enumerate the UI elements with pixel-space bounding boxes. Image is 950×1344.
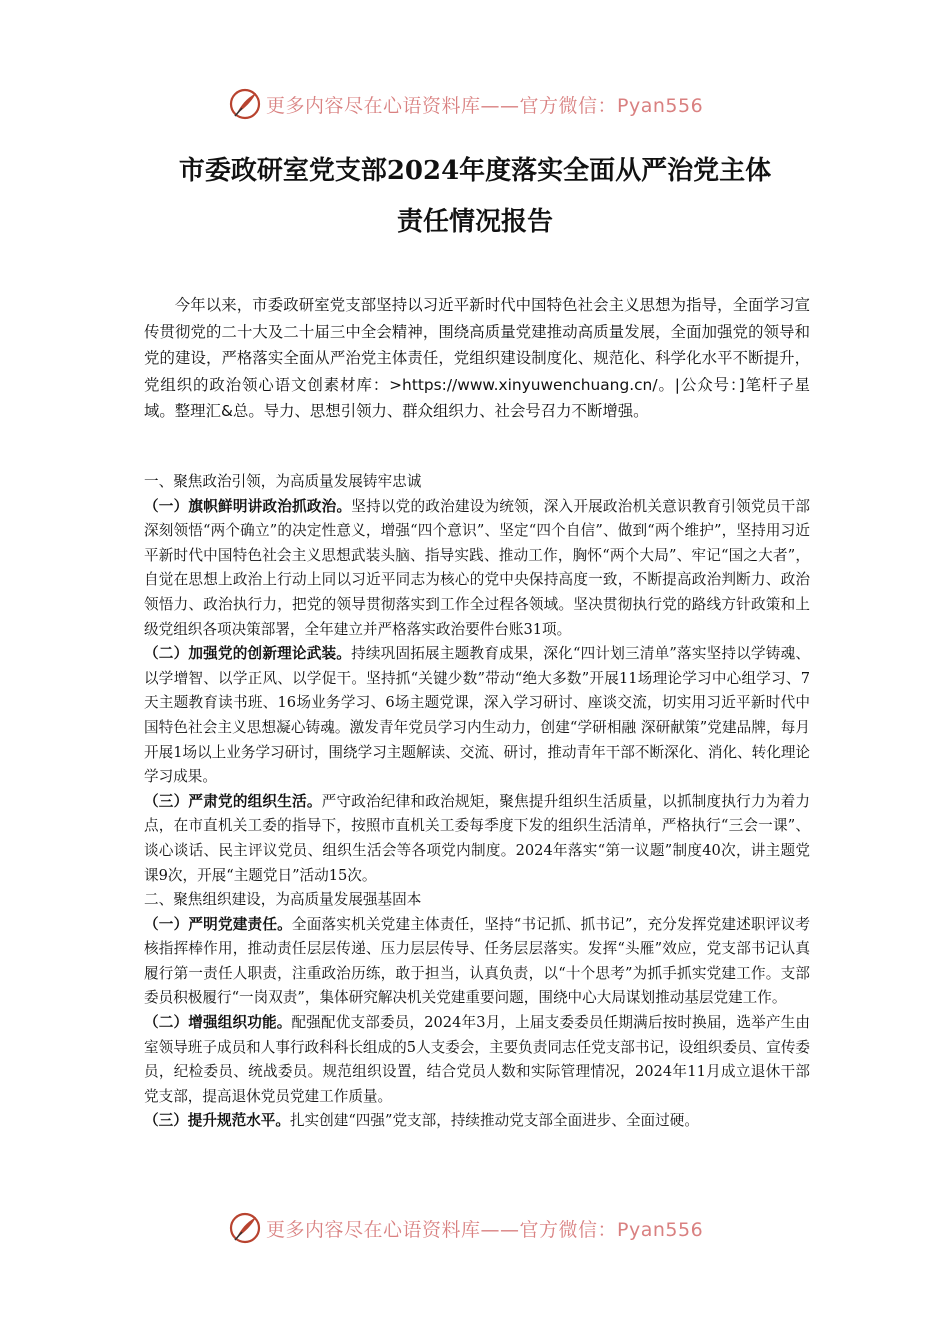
paragraph-text: 坚持以党的政治建设为统领，深入开展政治机关意识教育引领党员干部深刻领悟“两个确立”的决定性意义，增强“四个意识”、坚定“四个自信”、做到“两个维护”，坚持用习近平新时代中国特色社会主义思想武装头脑、指导实践、推动工作，胸怀“两个大局”、牢记“国之大者”，自觉在思想上政治上行动上同以习近平同志为核心的党中央保持高度一致，不断提高政治判断力、政治领悟力、政治执行力，把党的领导贯彻落实到工作全过程各领域。坚决贯彻执行党的路线方针政策和上级党组织各项决策部署，全年建立并严格落实政治要件台账31项。 — [144, 497, 810, 638]
paragraph-lead: （二）加强党的创新理论武装。 — [144, 645, 352, 663]
banner-text: 更多内容尽在心语资料库——官方微信：Pyan556 — [266, 1218, 704, 1241]
paragraph-text: 全面落实机关党建主体责任，坚持“书记抓、抓书记”，充分发挥党建述职评议考核指挥棒作用，推动责任层层传递、压力层层传导、任务层层落实。发挥“头雁”效应，党支部书记认真履行第一责任人职责，注重政治历练，敢于担当，认真负责，以“十个思考”为抓手抓实党建工作。支部委员积极履行“一岗双责”，集体研究解决机关党建重要问题，围绕中心大局谋划推动基层党建工作。 — [144, 915, 810, 1007]
paragraph-2-3 — [144, 1109, 810, 1134]
paragraph-2-1 — [144, 913, 810, 1011]
paragraph-text: 配强配优支部委员，2024年3月，上届支委委员任期满后按时换届，选举产生由室领导班子成员和人事行政科科长组成的5人支委会，主要负责同志任党支部书记，设组织委员、宣传委员，纪检委员、统战委员。规范组织设置，结合党员人数和实际管理情况，2024年11月成立退休干部党支部，提高退休党员党建工作质量。 — [144, 1014, 811, 1105]
header-banner — [228, 84, 748, 124]
banner-text: 更多内容尽在心语资料库——官方微信：Pyan556 — [266, 94, 704, 117]
paragraph-text: 严守政治纪律和政治规矩，聚焦提升组织生活质量，以抓制度执行力为着力点，在市直机关工委的指导下，按照市直机关工委每季度下发的组织生活清单，严格执行“三会一课”、谈心谈话、民主评议党员、组织生活会等各项党内制度。2024年落实“第一议题”制度40次，讲主题党课9次，开展“主题党日”活动15次。 — [144, 792, 810, 884]
paragraph-text: 扎实创建“四强”党支部，持续推动党支部全面进步、全面过硬。 — [289, 1112, 699, 1130]
paragraph-lead: （二）增强组织功能。 — [144, 1014, 292, 1032]
paragraph-text: 持续巩固拓展主题教育成果，深化“四计划三清单”落实坚持以学铸魂、以学增智、以学正风、以学促干。坚持抓“关键少数”带动“绝大多数”开展11场理论学习中心组学习、7天主题教育读书班、16场业务学习、6场主题党课，深入学习研讨、座谈交流，切实用习近平新时代中国特色社会主义思想凝心铸魂。激发青年党员学习内生动力，创建“学研相融 深研献策”党建品牌，每月开展1场以上业务学习研讨，围绕学习主题解读、交流、研讨，推动青年干部不断深化、消化、转化理论学习成果。 — [144, 645, 811, 786]
footer-banner — [228, 1208, 748, 1248]
paragraph-1-2 — [144, 642, 810, 790]
document-title-line-2: 责任情况报告 — [396, 207, 553, 237]
intro-paragraph: 今年以来，市委政研室党支部坚持以习近平新时代中国特色社会主义思想为指导，全面学习宣传贯彻党的二十大及二十届三中全会精神，围绕高质量党建推动高质量发展，全面加强党的领导和党的建设，严格落实全面从严治党主体责任，党组织建设制度化、规范化、科学化水平不断提升，党组织的政治领心语文创素材库：>https://www.xinyuwenchuang.cn/。|公众号：]笔杆子星域。整理汇&总。导力、思想引领力、群众组织力、社会号召力不断增强。 — [144, 296, 810, 420]
document-body — [144, 470, 810, 1134]
paragraph-1-3 — [144, 790, 810, 888]
paragraph-2-2 — [144, 1011, 810, 1109]
paragraph-lead: （一）旗帜鲜明讲政治抓政治。 — [144, 497, 352, 515]
feather-pen-logo-icon — [228, 1211, 262, 1245]
paragraph-lead: （三）严肃党的组织生活。 — [144, 792, 322, 810]
paragraph-lead: （三）提升规范水平。 — [144, 1112, 290, 1130]
section-heading-1: 一、聚焦政治引领，为高质量发展铸牢忠诚 — [144, 473, 422, 490]
feather-pen-logo-icon — [228, 87, 262, 121]
paragraph-lead: （一）严明党建责任。 — [144, 915, 292, 933]
section-heading-2: 二、聚焦组织建设，为高质量发展强基固本 — [144, 891, 422, 909]
document-title-line-1: 市委政研室党支部2024年度落实全面从严治党主体 — [178, 156, 772, 186]
paragraph-1-1 — [144, 495, 810, 643]
